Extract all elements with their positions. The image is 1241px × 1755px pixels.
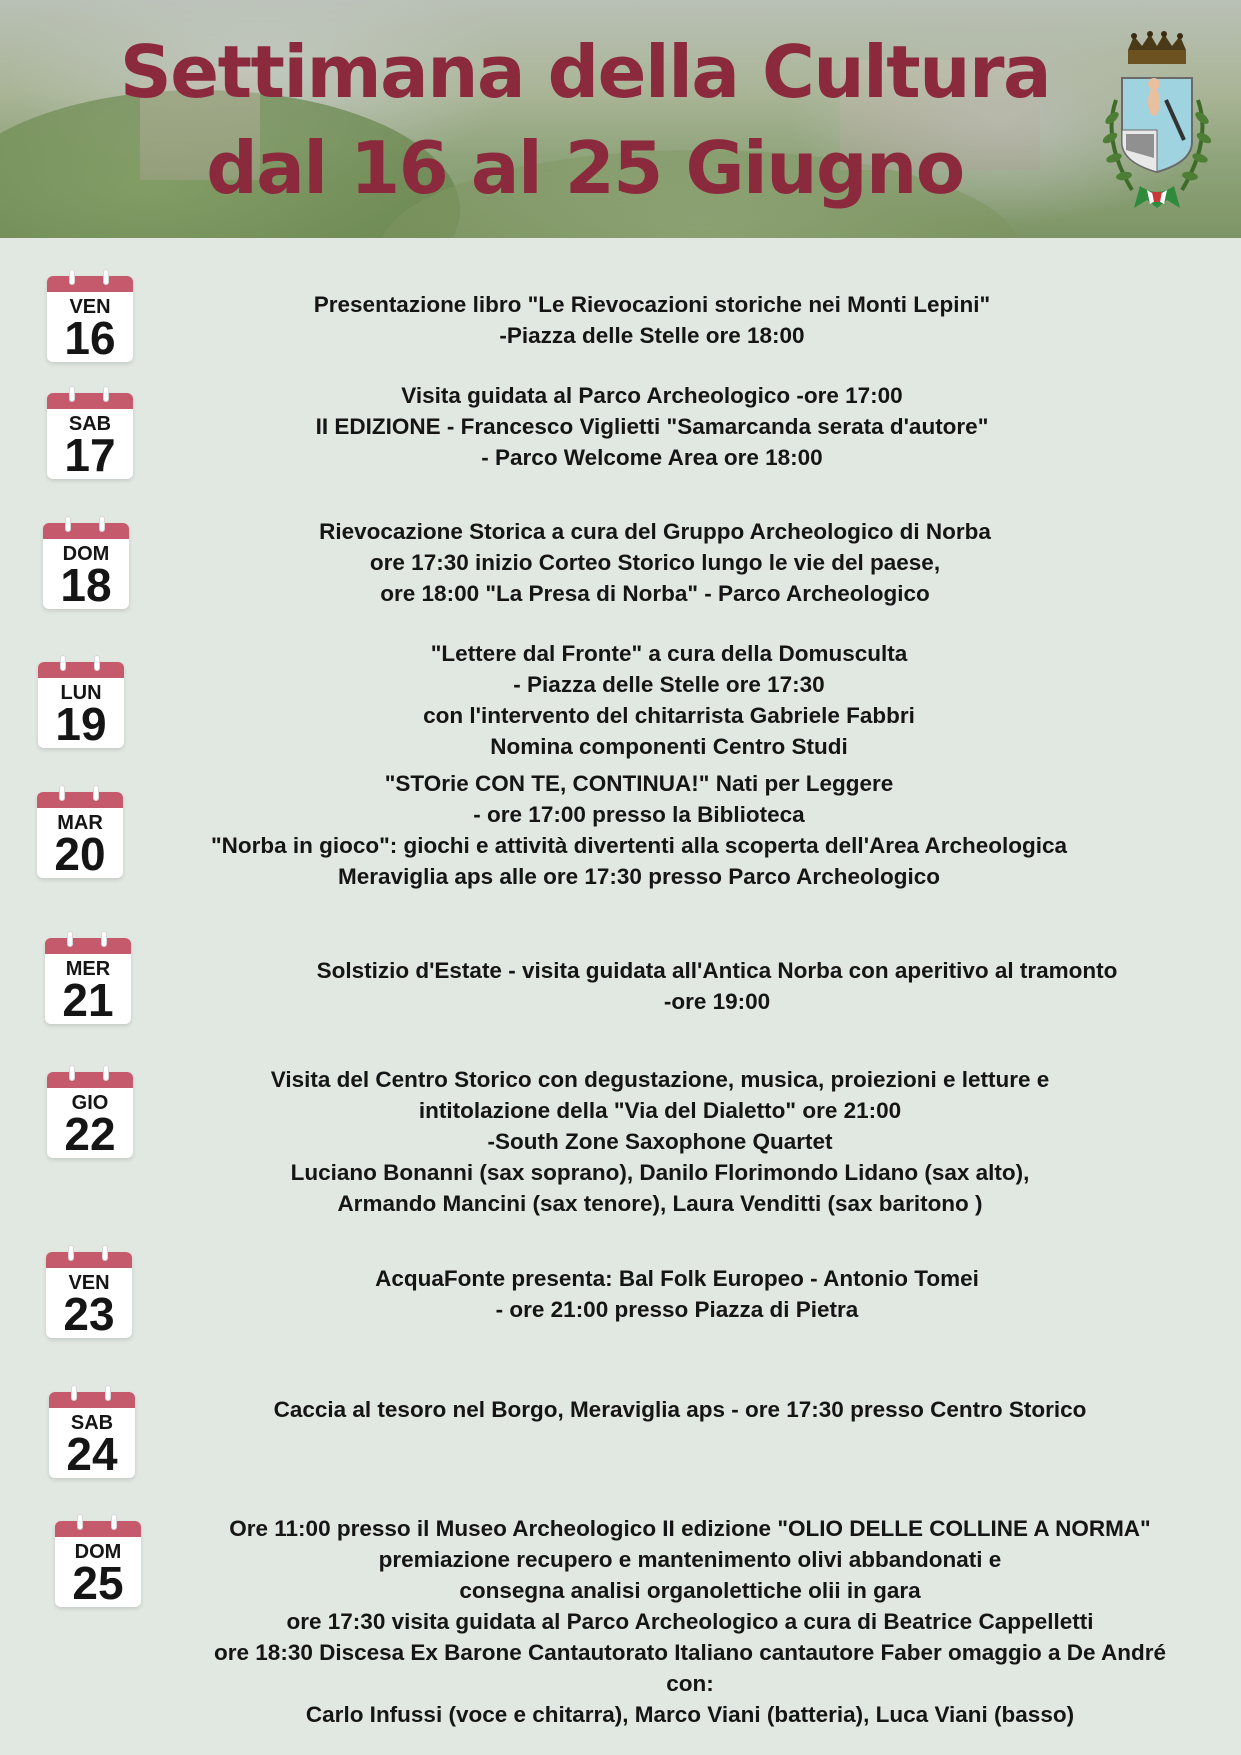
event-line: -ore 19:00 bbox=[663, 989, 771, 1014]
event-date: 19 bbox=[55, 698, 107, 750]
event-line: intitolazione della "Via del Dialetto" ore 21:00 bbox=[418, 1098, 902, 1123]
event-line: II EDIZIONE - Francesco Viglietti "Samarcanda serata d'autore" bbox=[315, 414, 989, 439]
event-weekday: MER bbox=[65, 958, 111, 980]
event-weekday: GIO bbox=[71, 1092, 109, 1114]
event-description bbox=[140, 1513, 1240, 1730]
event-line: ore 18:00 "La Presa di Norba" - Parco Archeologico bbox=[380, 581, 930, 606]
event-description bbox=[177, 1263, 1177, 1325]
event-date: 24 bbox=[66, 1428, 118, 1480]
event-line: "Norba in gioco": giochi e attività divertenti alla scoperta dell'Area Archeologica bbox=[210, 833, 1068, 858]
event-date: 20 bbox=[54, 828, 106, 880]
event-weekday: SAB bbox=[68, 413, 112, 435]
event-line: ore 18:30 Discesa Ex Barone Cantautorato Italiano cantautore Faber omaggio a De André bbox=[214, 1640, 1166, 1665]
event-description bbox=[155, 516, 1155, 609]
event-weekday: DOM bbox=[62, 543, 110, 565]
event-weekday: LUN bbox=[60, 682, 102, 704]
event-description bbox=[152, 289, 1152, 351]
calendar-icon bbox=[47, 393, 133, 479]
event-description bbox=[217, 955, 1217, 1017]
event-line: - ore 17:00 presso la Biblioteca bbox=[473, 802, 805, 827]
event-line: Nomina componenti Centro Studi bbox=[490, 734, 848, 759]
event-date: 21 bbox=[62, 974, 114, 1026]
event-line: - ore 21:00 presso Piazza di Pietra bbox=[495, 1297, 859, 1322]
event-line: Ore 11:00 presso il Museo Archeologico II edizione "OLIO DELLE COLLINE A NORMA" bbox=[229, 1516, 1151, 1541]
event-weekday: SAB bbox=[70, 1412, 114, 1434]
event-line: Caccia al tesoro nel Borgo, Meraviglia aps - ore 17:30 presso Centro Storico bbox=[273, 1397, 1087, 1422]
event-description bbox=[160, 1064, 1160, 1219]
event-line: "Lettere dal Fronte" a cura della Domuscultа bbox=[430, 641, 908, 666]
event-line: "STOrie CON TE, CONTINUA!" Nati per Leggere bbox=[384, 771, 894, 796]
events-list bbox=[0, 238, 1241, 1755]
event-line: - Parco Welcome Area ore 18:00 bbox=[481, 445, 823, 470]
calendar-icon bbox=[47, 1072, 133, 1158]
event-line: Rievocazione Storica a cura del Gruppo Archeologico di Norba bbox=[319, 519, 991, 544]
event-line: con: bbox=[666, 1671, 714, 1696]
calendar-icon bbox=[43, 523, 129, 609]
calendar-icon bbox=[37, 792, 123, 878]
event-line: -Piazza delle Stelle ore 18:00 bbox=[499, 323, 805, 348]
event-description bbox=[152, 380, 1152, 473]
event-description bbox=[180, 1394, 1180, 1425]
event-line: con l'intervento del chitarrista Gabriele Fabbri bbox=[423, 703, 915, 728]
event-line: Armando Mancini (sax tenore), Laura Venditti (sax baritono ) bbox=[337, 1191, 983, 1216]
event-line: Visita guidata al Parco Archeologico -ore 17:00 bbox=[401, 383, 903, 408]
title-line: dal 16 al 25 Giugno bbox=[206, 126, 964, 210]
event-weekday: VEN bbox=[69, 296, 111, 318]
event-line: Luciano Bonanni (sax soprano), Danilo Florimondo Lidano (sax alto), bbox=[290, 1160, 1030, 1185]
event-line: Solstizio d'Estate - visita guidata all'Antica Norba con aperitivo al tramonto bbox=[316, 958, 1118, 983]
header-banner bbox=[0, 0, 1241, 238]
event-weekday: DOM bbox=[74, 1541, 122, 1563]
event-line: Carlo Infussi (voce e chitarra), Marco Viani (batteria), Luca Viani (basso) bbox=[305, 1702, 1075, 1727]
event-description bbox=[169, 638, 1169, 762]
title-line: Settimana della Cultura bbox=[119, 30, 1051, 114]
event-date: 22 bbox=[64, 1108, 116, 1160]
event-line: AcquaFonte presenta: Bal Folk Europeo - Antonio Tomei bbox=[375, 1266, 979, 1291]
event-line: - Piazza delle Stelle ore 17:30 bbox=[513, 672, 825, 697]
calendar-icon bbox=[55, 1521, 141, 1607]
event-line: Visita del Centro Storico con degustazione, musica, proiezioni e letture e bbox=[270, 1067, 1050, 1092]
calendar-icon bbox=[45, 938, 131, 1024]
calendar-icon bbox=[47, 276, 133, 362]
event-description bbox=[139, 768, 1139, 892]
page-title bbox=[0, 24, 1170, 216]
event-line: -South Zone Saxophone Quartet bbox=[487, 1129, 833, 1154]
event-weekday: VEN bbox=[68, 1272, 110, 1294]
event-line: Meraviglia aps alle ore 17:30 presso Parco Archeologico bbox=[338, 864, 940, 889]
event-date: 25 bbox=[72, 1557, 124, 1609]
calendar-icon bbox=[46, 1252, 132, 1338]
calendar-icon bbox=[38, 662, 124, 748]
municipal-crest-icon bbox=[1092, 30, 1222, 215]
event-line: ore 17:30 visita guidata al Parco Archeologico a cura di Beatrice Cappelletti bbox=[286, 1609, 1094, 1634]
event-weekday: MAR bbox=[57, 812, 103, 834]
event-date: 16 bbox=[64, 312, 116, 364]
event-line: Presentazione libro "Le Rievocazioni storiche nei Monti Lepini" bbox=[313, 292, 991, 317]
event-date: 18 bbox=[60, 559, 112, 611]
event-line: consegna analisi organolettiche olii in gara bbox=[459, 1578, 921, 1603]
calendar-icon bbox=[49, 1392, 135, 1478]
event-line: ore 17:30 inizio Corteo Storico lungo le vie del paese, bbox=[369, 550, 941, 575]
event-date: 17 bbox=[64, 429, 116, 481]
event-date: 23 bbox=[63, 1288, 115, 1340]
event-line: premiazione recupero e mantenimento olivi abbandonati e bbox=[378, 1547, 1002, 1572]
